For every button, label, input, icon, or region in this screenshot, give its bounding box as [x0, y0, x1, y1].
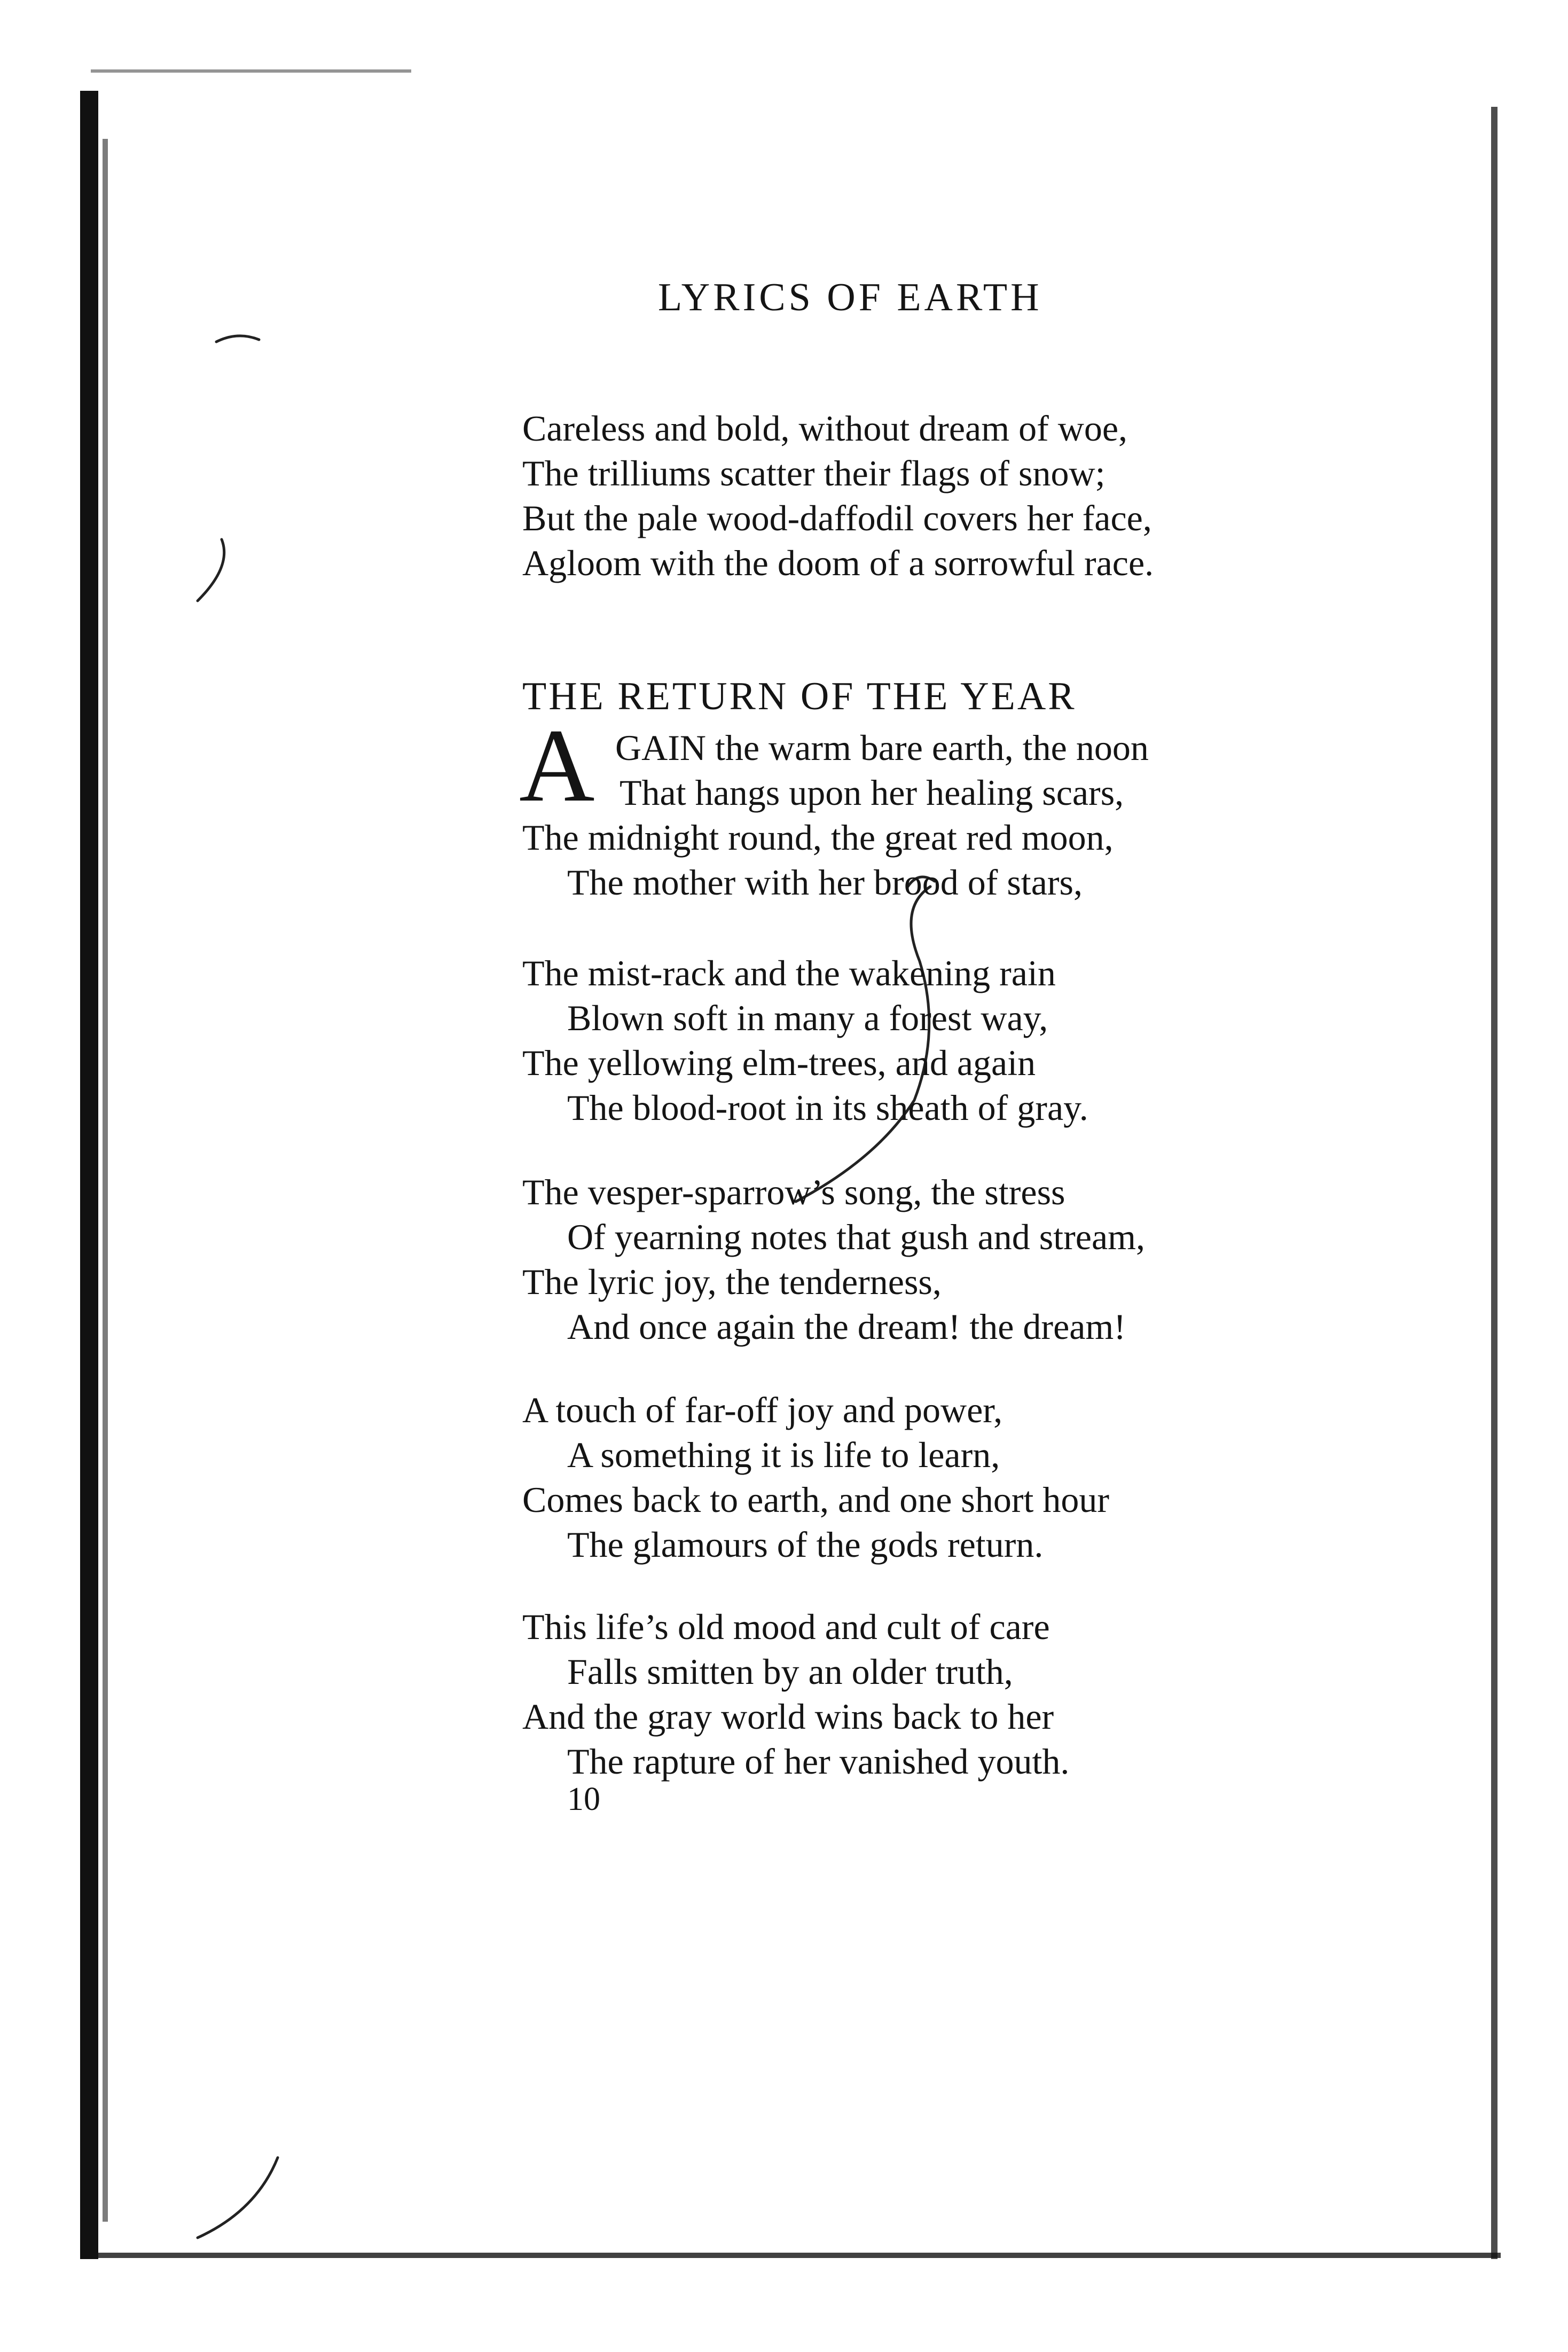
verse-line: The rapture of her vanished youth.	[567, 1741, 1070, 1782]
verse-line: The lyric joy, the tenderness,	[522, 1261, 942, 1302]
verse-line: The midnight round, the great red moon,	[522, 817, 1114, 858]
verse-line: But the pale wood-daffodil covers her face,	[522, 498, 1152, 538]
drop-cap: A	[519, 708, 595, 824]
verse-line: The yellowing elm-trees, and again	[522, 1042, 1036, 1083]
verse-line: GAIN the warm bare earth, the noon	[615, 727, 1149, 768]
stanza-5	[522, 1604, 1069, 1784]
verse-line: Of yearning notes that gush and stream,	[567, 1217, 1146, 1257]
intro-stanza	[522, 406, 1154, 585]
verse-line: That hangs upon her healing scars,	[620, 772, 1124, 813]
verse-line: The glamours of the gods return.	[567, 1524, 1044, 1565]
verse-line: Comes back to earth, and one short hour	[522, 1479, 1110, 1520]
pencil-stroke-bracket	[198, 539, 224, 601]
verse-line: The mother with her brood of stars,	[567, 862, 1083, 903]
verse-line: The blood-root in its sheath of gray.	[567, 1087, 1088, 1128]
verse-line: Careless and bold, without dream of woe,	[522, 408, 1128, 449]
stanza-1	[522, 815, 1114, 905]
verse-line: This life’s old mood and cult of care	[522, 1606, 1050, 1647]
verse-line: Blown soft in many a forest way,	[567, 998, 1048, 1038]
verse-line: A something it is life to learn,	[567, 1434, 1000, 1475]
running-head: LYRICS OF EARTH	[658, 276, 1042, 319]
verse-line: The vesper-sparrow’s song, the stress	[522, 1172, 1065, 1212]
verse-line: Falls smitten by an older truth,	[567, 1651, 1013, 1692]
verse-line: Agloom with the doom of a sorrowful race.	[522, 543, 1154, 583]
verse-line: And once again the dream! the dream!	[567, 1306, 1126, 1347]
poem-title: THE RETURN OF THE YEAR	[522, 675, 1077, 718]
stanza-4	[522, 1387, 1109, 1567]
pencil-stroke-margin	[216, 336, 259, 342]
verse-line: And the gray world wins back to her	[522, 1696, 1054, 1737]
pencil-stroke-bottom	[198, 2158, 278, 2238]
verse-line: The trilliums scatter their flags of snow;	[522, 453, 1106, 493]
page-number: 10	[567, 1781, 600, 1817]
stanza-2	[522, 951, 1088, 1130]
verse-line: A touch of far-off joy and power,	[522, 1390, 1003, 1430]
verse-line: The mist-rack and the wakening rain	[522, 953, 1056, 993]
stanza-3	[522, 1170, 1145, 1349]
